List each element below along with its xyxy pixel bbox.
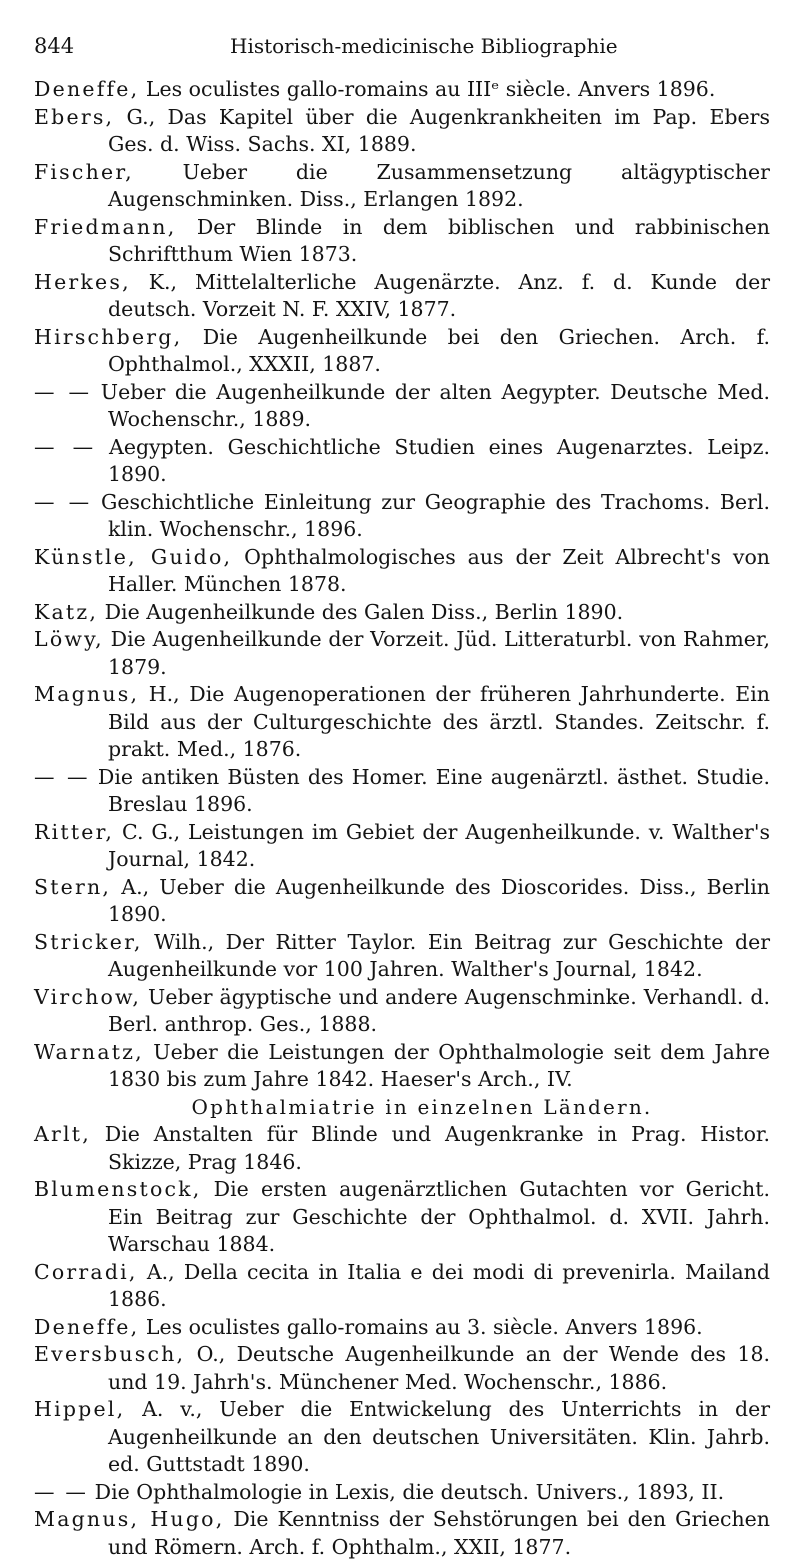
entry-author: — — [34,434,96,459]
entry-text: Der Blinde in dem biblischen und rabbinischen Schriftthum Wien 1873. [108,214,770,266]
entry-text: Die Augenheilkunde des Galen Diss., Berlin 1890. [98,599,624,624]
entry-text: Les oculistes gallo-romains au IIIᵉ siècle. Anvers 1896. [139,77,716,101]
bibliography-list-general [34,76,770,1094]
section-heading: Ophthalmiatrie in einzelnen Ländern. [191,1094,653,1119]
bibliography-entry [34,1039,770,1094]
bibliography-entry [34,434,770,489]
entry-text: Aegypten. Geschichtliche Studien eines Augenarztes. Leipz. 1890. [95,434,770,486]
entry-text: Ueber die Leistungen der Ophthalmologie seit dem Jahre 1830 bis zum Jahre 1842. Haeser's Arch., IV. [108,1039,770,1091]
entry-author: Fischer, [34,159,134,184]
entry-text: C. G., Leistungen im Gebiet der Augenheilkunde. v. Walther's Journal, 1842. [108,819,770,871]
entry-text: Ueber die Augenheilkunde der alten Aegypter. Deutsche Med. Wochenschr., 1889. [91,379,770,431]
bibliography-entry [34,626,770,681]
bibliography-entry [34,681,770,764]
entry-text: Ueber ägyptische und andere Augenschminke. Verhandl. d. Berl. anthrop. Ges., 1888. [108,984,770,1036]
bibliography-entry [34,104,770,159]
entry-author: Katz, [34,599,99,624]
entry-text: Die Ophthalmologie in Lexis, die deutsch. Univers., 1893, II. [88,1479,725,1504]
entry-author: Deneffe, [34,77,140,101]
entry-text: H., Die Augenoperationen der früheren Jahrhunderte. Ein Bild aus der Culturgeschichte des ärztl. Standes. Zeitschr. f. prakt. Med., 1876. [108,682,770,761]
bibliography-entry [34,1396,770,1479]
entry-author: Herkes, [34,269,131,294]
entry-author: Löwy, [34,627,104,651]
entry-author: Magnus, Hugo, [34,1507,225,1531]
entry-author: Warnatz, [34,1039,144,1064]
entry-text: Geschichtliche Einleitung zur Geographie des Trachoms. Berl. klin. Wochenschr., 1896. [91,489,770,541]
entry-text: Ophthalmologisches aus der Zeit Albrecht's von Haller. München 1878. [108,544,770,596]
bibliography-entry [34,214,770,269]
bibliography-entry [34,1121,770,1176]
entry-author: — — [34,1479,89,1504]
entry-author: Corradi, [34,1259,138,1284]
entry-author: Magnus, [34,682,140,706]
bibliography [34,76,770,1561]
page-number: 844 [34,34,75,58]
entry-author: Friedmann, [34,214,177,239]
entry-text: A., Della cecita in Italia e dei modi di prevenirla. Mailand 1886. [108,1259,770,1311]
entry-author: — — [34,489,92,514]
entry-text: G., Das Kapitel über die Augenkrankheiten im Pap. Ebers Ges. d. Wiss. Sachs. XI, 1889. [108,104,770,156]
bibliography-entry [34,599,770,627]
entry-text: Les oculistes gallo-romains au 3. siècle. Anvers 1896. [139,1314,703,1339]
entry-text: Die Augenheilkunde bei den Griechen. Arch. f. Ophthalmol., XXXII, 1887. [108,324,770,376]
bibliography-entry [34,159,770,214]
entry-author: — — [34,764,90,789]
bibliography-entry [34,1176,770,1259]
entry-author: Arlt, [34,1122,91,1146]
entry-text: Wilh., Der Ritter Taylor. Ein Beitrag zur Geschichte der Augenheilkunde vor 100 Jahren. Walther's Journal, 1842. [108,929,770,981]
entry-text: A., Ueber die Augenheilkunde des Dioscorides. Diss., Berlin 1890. [108,874,770,926]
running-title: Historisch-medicinische Bibliographie [230,34,618,58]
page-header [34,30,766,66]
bibliography-entry [34,379,770,434]
entry-text: Die ersten augenärztlichen Gutachten vor Gericht. Ein Beitrag zur Geschichte der Ophthalmol. d. XVII. Jahrh. Warschau 1884. [108,1177,770,1256]
bibliography-entry [34,984,770,1039]
bibliography-entry [34,489,770,544]
entry-author: Virchow, [34,984,142,1009]
bibliography-entry [34,874,770,929]
entry-text: K., Mittelalterliche Augenärzte. Anz. f. d. Kunde der deutsch. Vorzeit N. F. XXIV, 1877. [108,269,770,321]
entry-author: — — [34,379,92,404]
bibliography-entry [34,324,770,379]
entry-text: Die Augenheilkunde der Vorzeit. Jüd. Litteraturbl. von Rahmer, 1879. [103,627,770,679]
entry-author: Stern, [34,874,112,899]
entry-author: Deneffe, [34,1314,140,1339]
bibliography-entry [34,1341,770,1396]
entry-text: Ueber die Zusammensetzung altägyptischer Augenschminken. Diss., Erlangen 1892. [108,159,770,211]
entry-author: Künstle, Guido, [34,544,233,569]
entry-text: O., Deutsche Augenheilkunde an der Wende des 18. und 19. Jahrh's. Münchener Med. Wochenschr., 1886. [108,1342,770,1394]
entry-text: A. v., Ueber die Entwickelung des Unterrichts in der Augenheilkunde an den deutschen Universitäten. Klin. Jahrb. ed. Guttstadt 1890. [108,1397,770,1476]
bibliography-list-countries [34,1121,770,1561]
bibliography-entry [34,929,770,984]
bibliography-entry [34,76,770,104]
bibliography-entry [34,1314,770,1342]
bibliography-entry [34,1506,770,1561]
entry-author: Hirschberg, [34,324,183,349]
entry-text: Die Kenntniss der Sehstörungen bei den Griechen und Römern. Arch. f. Ophthalm., XXII, 1877. [108,1507,770,1559]
bibliography-entry [34,1479,770,1507]
entry-text: Die antiken Büsten des Homer. Eine augenärztl. ästhet. Studie. Breslau 1896. [89,764,770,816]
entry-author: Ritter, [34,819,115,844]
bibliography-entry [34,269,770,324]
entry-author: Blumenstock, [34,1177,202,1201]
bibliography-entry [34,764,770,819]
entry-author: Eversbusch, [34,1342,186,1366]
entry-author: Stricker, [34,929,143,954]
entry-text: Die Anstalten für Blinde und Augenkranke in Prag. Histor. Skizze, Prag 1846. [90,1122,770,1174]
entry-author: Hippel, [34,1397,126,1421]
bibliography-entry [34,1259,770,1314]
bibliography-entry [34,544,770,599]
entry-author: Ebers, [34,104,115,129]
bibliography-entry [34,819,770,874]
